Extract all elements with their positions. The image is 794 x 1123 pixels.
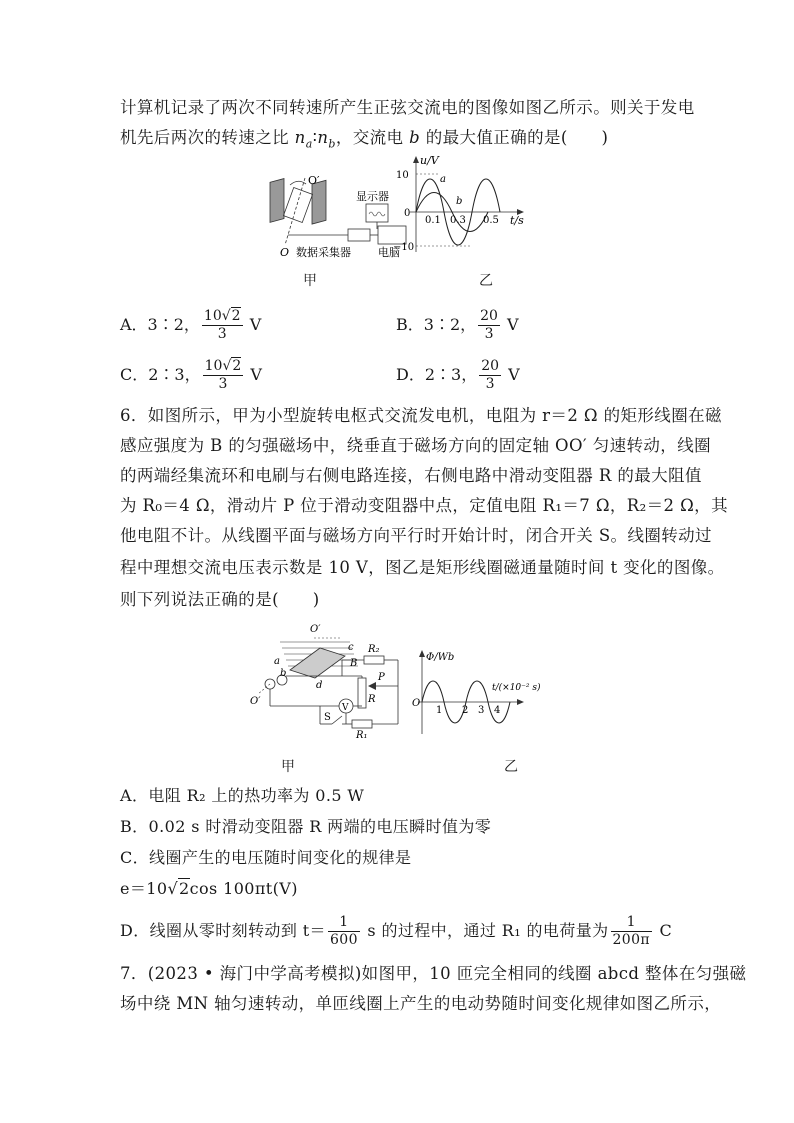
slider-p: [368, 682, 376, 690]
figure-6-graph: [408, 648, 558, 738]
q7-line-2: 场中绕 MN 轴匀速转动，单匝线圈上产生的电动势随时间变化规律如图乙所示，: [120, 994, 722, 1013]
tick-y-0: 0: [404, 208, 411, 219]
label-computer: 电脑: [378, 246, 400, 259]
x-axis-arrow: [517, 699, 524, 705]
label-o: O: [280, 246, 290, 259]
curve-a-label: a: [440, 174, 446, 185]
label-collector: 数据采集器: [296, 246, 351, 259]
tick-x-2: 2: [462, 705, 469, 716]
intro-line-2-post: ，交流电: [335, 128, 410, 147]
tick-x-3: 3: [478, 705, 485, 716]
label-b-field: B: [350, 658, 358, 669]
graph-origin: O: [412, 698, 421, 709]
tick-x-1: 1: [436, 705, 443, 716]
fraction: $\frac{20}{3}$: [481, 358, 500, 392]
q6-option-b: B．0.02 s 时滑动变阻器 R 两端的电压瞬时值为零: [120, 817, 492, 836]
switch-s: [332, 716, 342, 724]
rheostat-r: [358, 678, 366, 708]
fraction: $\frac{1}{600}$: [329, 914, 358, 948]
coil-abcd: [290, 648, 345, 678]
graph-xlabel: t/(×10⁻² s): [492, 683, 541, 693]
label-c: c: [348, 642, 354, 653]
resistor-r1: [352, 720, 372, 728]
nb-subscript: b: [328, 137, 336, 151]
label-r2: R₂: [368, 644, 380, 655]
fraction: $\frac{10√2}{3}$: [203, 308, 241, 342]
label-v: V: [342, 703, 349, 713]
label-b: b: [280, 668, 287, 679]
tick-y-neg10: −10: [393, 242, 415, 253]
label-r1: R₁: [356, 730, 368, 740]
tick-y-10: 10: [396, 170, 409, 181]
fraction: $\frac{1}{200\pi}$: [612, 914, 651, 948]
q5-option-a: A．3∶2， $\frac{10√2}{3}$ V: [120, 308, 262, 342]
label-o-prime: O′: [308, 174, 320, 187]
q6-line-7: 则下列说法正确的是( ): [120, 590, 320, 609]
label-a: a: [274, 656, 280, 667]
intro-line-2-pre: 机先后两次的转速之比: [120, 128, 295, 147]
tick-x-4: 4: [494, 705, 501, 716]
intro-line-1: 计算机记录了两次不同转速所产生正弦交流电的图像如图乙所示。则关于发电: [120, 98, 695, 117]
q6-line-3: 的两端经集流环和电刷与右侧电路连接，右侧电路中滑动变阻器 R 的最大阻值: [120, 466, 702, 485]
fig6-caption-right: 乙: [504, 759, 518, 775]
magnet-left: [270, 179, 284, 223]
figure-5-apparatus: [260, 160, 410, 260]
label-d: d: [316, 680, 323, 691]
label-o-prime-top: O′: [310, 624, 321, 635]
figure-5-graph: [392, 152, 542, 258]
fraction: $\frac{10√2}{3}$: [204, 358, 242, 392]
q6-option-c-formula: e＝10√2cos 100πt(V): [120, 879, 298, 898]
na-subscript: a: [305, 137, 313, 151]
q6-line-5: 他电阻不计。从线圈平面与磁场方向平行时开始计时，闭合开关 S。线圈转动过: [120, 526, 712, 545]
q5-option-c: C．2∶3， $\frac{10√2}{3}$ V: [120, 358, 262, 392]
fig6-caption-left: 甲: [281, 759, 295, 775]
tick-x-03: 0.3: [450, 215, 466, 226]
tick-x-01: 0.1: [425, 215, 441, 226]
label-s: S: [324, 712, 331, 723]
q7-line-1: 7．(2023 • 海门中学高考模拟)如图甲，10 匝完全相同的线圈 abcd 整体在匀强磁: [120, 964, 747, 983]
y-axis-arrow: [413, 156, 419, 163]
intro-line-2-end: 的最大值正确的是( ): [420, 128, 609, 147]
q6-option-d: D．线圈从零时刻转动到 t＝ $\frac{1}{600}$ s 的过程中，通过 R₁ 的电荷量为 $\frac{1}{200\pi}$ C: [120, 914, 673, 948]
collector-box: [348, 229, 370, 241]
label-display: 显示器: [356, 190, 389, 203]
fig5-caption-right: 乙: [479, 273, 493, 289]
q5-option-d: D．2∶3， $\frac{20}{3}$ V: [396, 358, 520, 392]
resistor-r2: [364, 656, 384, 664]
graph-ylabel: u/V: [420, 154, 439, 167]
graph-ylabel: Φ/Wb: [426, 652, 455, 663]
curve-b-label: b: [456, 196, 463, 207]
fraction: $\frac{20}{3}$: [480, 308, 498, 342]
ratio-colon: ∶: [312, 128, 318, 147]
tick-x-05: 0.5: [483, 215, 499, 226]
nb-symbol: n: [317, 128, 329, 147]
label-p: P: [378, 672, 385, 683]
coil: [283, 187, 312, 222]
q6-line-6: 程中理想交流电压表示数是 10 V，图乙是矩形线圈磁通量随时间 t 变化的图像。: [120, 558, 725, 577]
na-symbol: n: [294, 128, 306, 147]
q6-line-4: 为 R₀＝4 Ω，滑动片 P 位于滑动变阻器中点，定值电阻 R₁＝7 Ω，R₂＝2 Ω，其: [120, 496, 728, 515]
graph-xlabel: t/s: [510, 214, 524, 227]
q6-line-1: 6．如图所示，甲为小型旋转电枢式交流发电机，电阻为 r＝2 Ω 的矩形线圈在磁: [120, 406, 722, 425]
q6-option-c: C．线圈产生的电压随时间变化的规律是: [120, 848, 412, 867]
fig5-caption-left: 甲: [303, 273, 317, 289]
q6-line-2: 感应强度为 B 的匀强磁场中，绕垂直于磁场方向的固定轴 OO′ 匀速转动，线圈: [120, 436, 712, 455]
figure-6-circuit: [250, 620, 410, 740]
y-axis-arrow: [419, 650, 425, 657]
label-o-prime-bottom: O′: [250, 696, 261, 707]
b-symbol: b: [409, 128, 421, 147]
q6-option-a: A．电阻 R₂ 上的热功率为 0.5 W: [120, 786, 365, 805]
q5-option-b: B．3∶2， $\frac{20}{3}$ V: [396, 308, 519, 342]
label-r: R: [368, 694, 376, 705]
